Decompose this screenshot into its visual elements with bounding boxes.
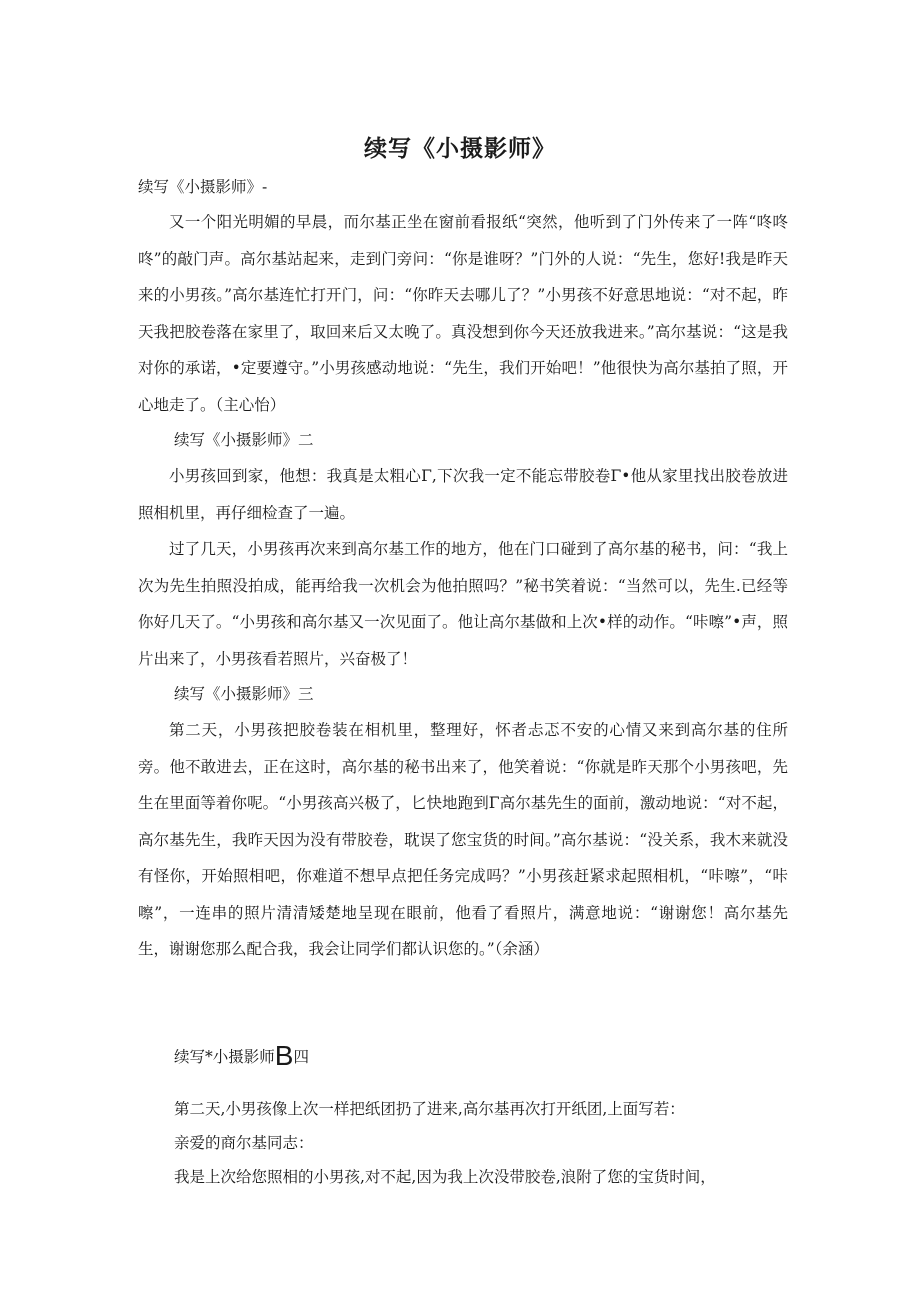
section-4-label — [174, 1040, 309, 1072]
document-title: 续写《小摄影师》 — [364, 136, 556, 162]
section-2-paragraph-1: 小男孩回到家，他想：我真是太粗心Γ,下次我一定不能忘带胶卷Γ•他从家里找出胶卷放进照相机里，再仔细检查了一遍。 — [138, 467, 788, 522]
section-4-line-3: 我是上次给您照相的小男孩,对不起,因为我上次没带胶卷,浪附了您的宝货时间， — [174, 1168, 716, 1186]
section-2-label: 续写《小摄影师》二 — [174, 431, 314, 449]
section-4-label-suffix: 四 — [293, 1048, 309, 1066]
section-3-paragraph: 第二天，小男孩把胶卷装在相机里，整理好，怀者忐忑不安的心情又来到高尔基的住所旁。他不敢进去，正在这时，高尔基的秘书出来了，他笑着说：“你就是昨天那个小男孩吧，先生在里面等着你呢。“小男孩高兴极了，匕快地跑到Γ高尔基先生的面前，激动地说：“对不起，高尔基先生，我昨天因为没有带胶卷，耽误了您宝货的时间。”高尔基说：“没关系，我木来就没有怪你，开始照相吧，你难道不想早点把任务完成吗？”小男孩赶紧求起照相机，“咔嚓”，“咔嚓”，一连串的照片清清矮楚地呈现在眼前，他看了看照片，满意地说：“谢谢您！高尔基先生，谢谢您那么配合我，我会让同学们都认识您的。”（余涵） — [138, 721, 788, 958]
section-4-line-1: 第二天,小男孩像上次一样把纸团扔了进来,高尔基再次打开纸团,上面写若： — [174, 1100, 685, 1118]
section-4-line-2: 亲爱的商尔基同志： — [174, 1134, 314, 1152]
section-1-label: 续写《小摄影师》- — [138, 178, 268, 196]
section-2-paragraph-2: 过了几天，小男孩再次来到高尔基工作的地方，他在门口碰到了高尔基的秘书，问：“我上次为先生拍照没拍成，能再给我一次机会为他拍照吗？”秘书笑着说：“当然可以，先生.已经等你好几天了。“小男孩和高尔基又一次见面了。他让高尔基做和上次•样的动作。“咔嚓”•声，照片出来了，小男孩看若照片，兴奋极了！ — [138, 540, 788, 668]
section-1-paragraph: 又一个阳光明媚的早晨，而尔基正坐在窗前看报纸“突然，他听到了门外传来了一阵“咚咚咚”的敲门声。高尔基站起来，走到门旁问：“你是谁呀？”门外的人说：“先生，您好!我是昨天来的小男孩。”高尔基连忙打开门，问：“你昨天去哪儿了？”小男孩不好意思地说：“对不起，昨天我把胶卷落在家里了，取回来后又太晚了。真没想到你今天还放我进来。”高尔基说：“这是我对你的承诺，•定要遵守。”小男孩感动地说：“先生，我们开始吧！”他很快为高尔基拍了照，开心地走了。（主心怡） — [138, 213, 788, 414]
section-4-label-prefix: 续写*小摄影师 — [174, 1048, 275, 1066]
section-4-label-glyph: B — [274, 1040, 294, 1071]
section-3-label: 续写《小摄影师》三 — [174, 685, 314, 703]
